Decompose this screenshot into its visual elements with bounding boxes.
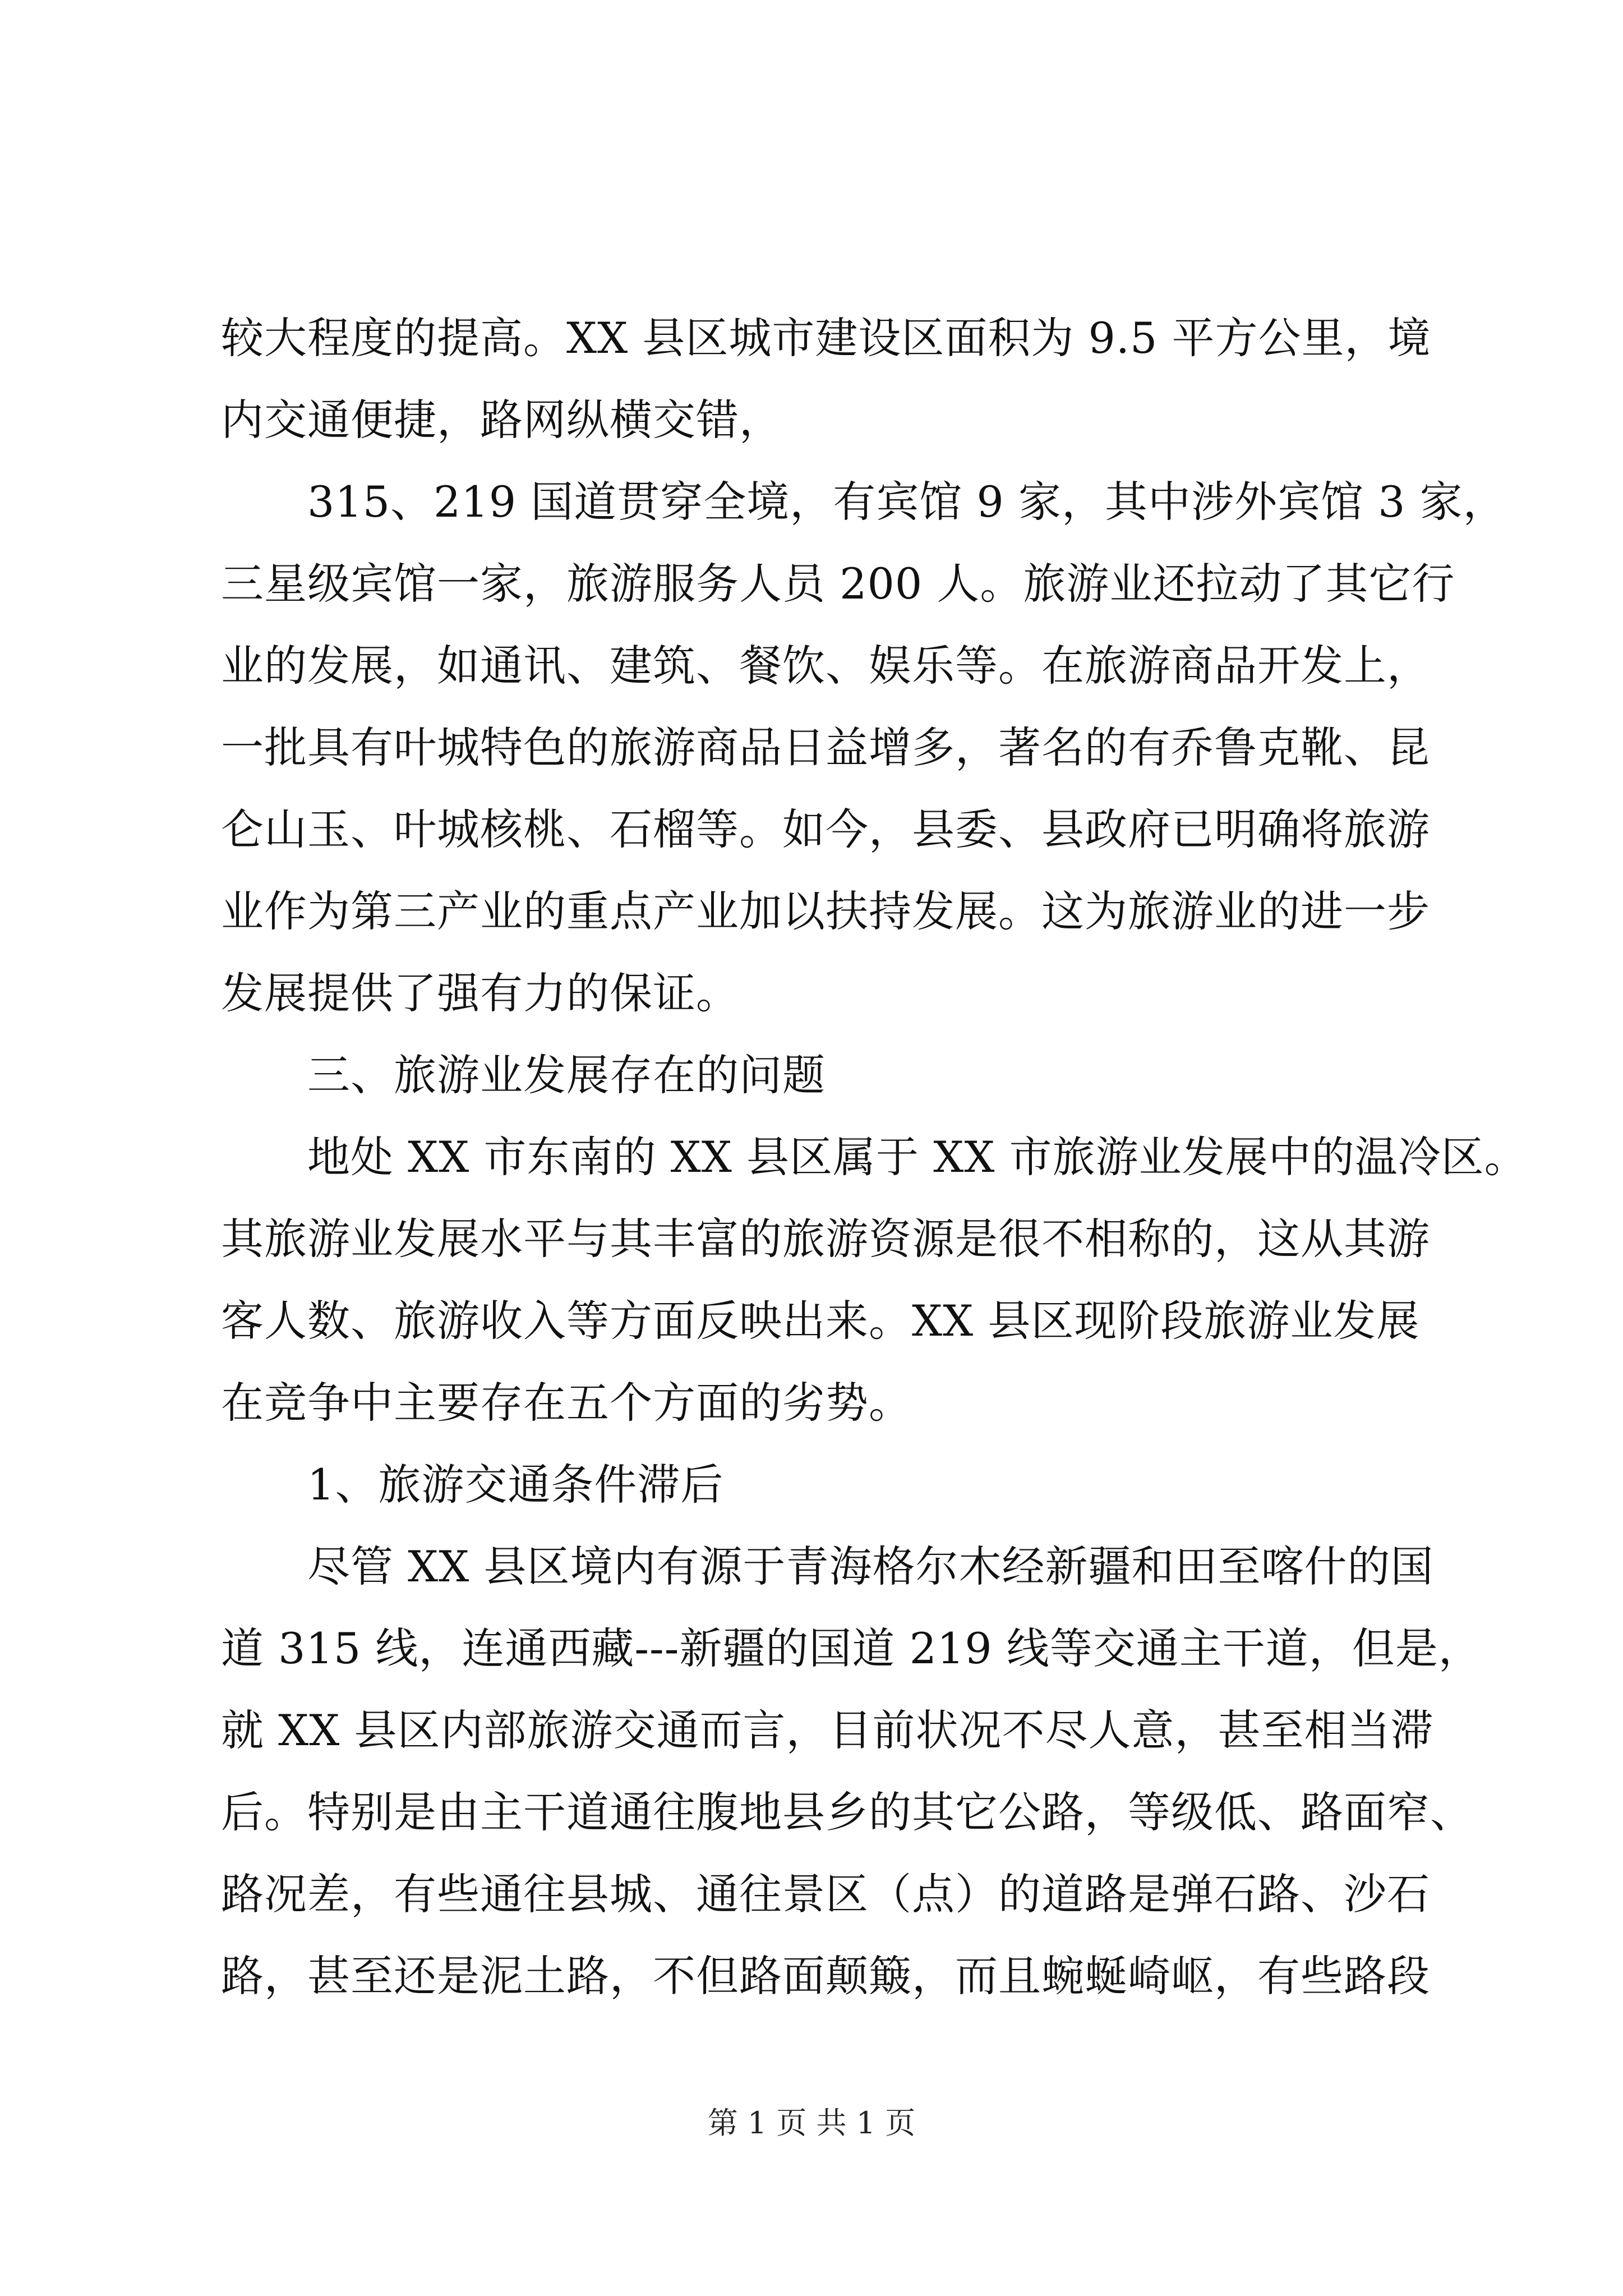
text-line: 路，甚至还是泥土路，不但路面颠簸，而且蜿蜒崎岖，有些路段 [221,1951,1430,2001]
text-line: 较大程度的提高。XX 县区城市建设区面积为 9.5 平方公里，境 [221,313,1431,363]
section-heading: 三、旅游业发展存在的问题 [221,1050,826,1100]
text-line: 业作为第三产业的重点产业加以扶持发展。这为旅游业的进一步 [221,886,1430,936]
text-line: 内交通便捷，路网纵横交错， [221,395,782,445]
text-line: 仑山玉、叶城核桃、石榴等。如今，县委、县政府已明确将旅游 [221,804,1430,854]
text-line: 就 XX 县区内部旅游交通而言，目前状况不尽人意，甚至相当滞 [221,1705,1434,1755]
text-line: 其旅游业发展水平与其丰富的旅游资源是很不相称的，这从其游 [221,1214,1430,1264]
text-line: 业的发展，如通讯、建筑、餐饮、娱乐等。在旅游商品开发上， [221,641,1430,691]
text-line: 道 315 线，连通西藏---新疆的国道 219 线等交通主干道，但是， [221,1623,1482,1673]
subsection-heading: 1、旅游交通条件滞后 [221,1460,724,1510]
text-line: 路况差，有些通往县城、通往景区（点）的道路是弹石路、沙石 [221,1869,1430,1919]
text-line: 315、219 国道贯穿全境，有宾馆 9 家，其中涉外宾馆 3 家， [221,477,1506,527]
text-line: 三星级宾馆一家，旅游服务人员 200 人。旅游业还拉动了其它行 [221,559,1455,609]
text-line: 发展提供了强有力的保证。 [221,968,739,1018]
text-line: 客人数、旅游收入等方面反映出来。XX 县区现阶段旅游业发展 [221,1296,1420,1346]
text-line: 尽管 XX 县区境内有源于青海格尔木经新疆和田至喀什的国 [221,1542,1434,1591]
text-line: 后。特别是由主干道通往腹地县乡的其它公路，等级低、路面窄、 [221,1787,1473,1837]
page-footer: 第 1 页 共 1 页 [707,2105,916,2141]
text-line: 地处 XX 市东南的 XX 县区属于 XX 市旅游业发展中的温冷区。 [221,1132,1528,1182]
text-line: 一批具有叶城特色的旅游商品日益增多，著名的有乔鲁克靴、昆 [221,723,1430,772]
body-text [221,297,1528,2017]
text-line: 在竞争中主要存在五个方面的劣势。 [221,1378,912,1428]
